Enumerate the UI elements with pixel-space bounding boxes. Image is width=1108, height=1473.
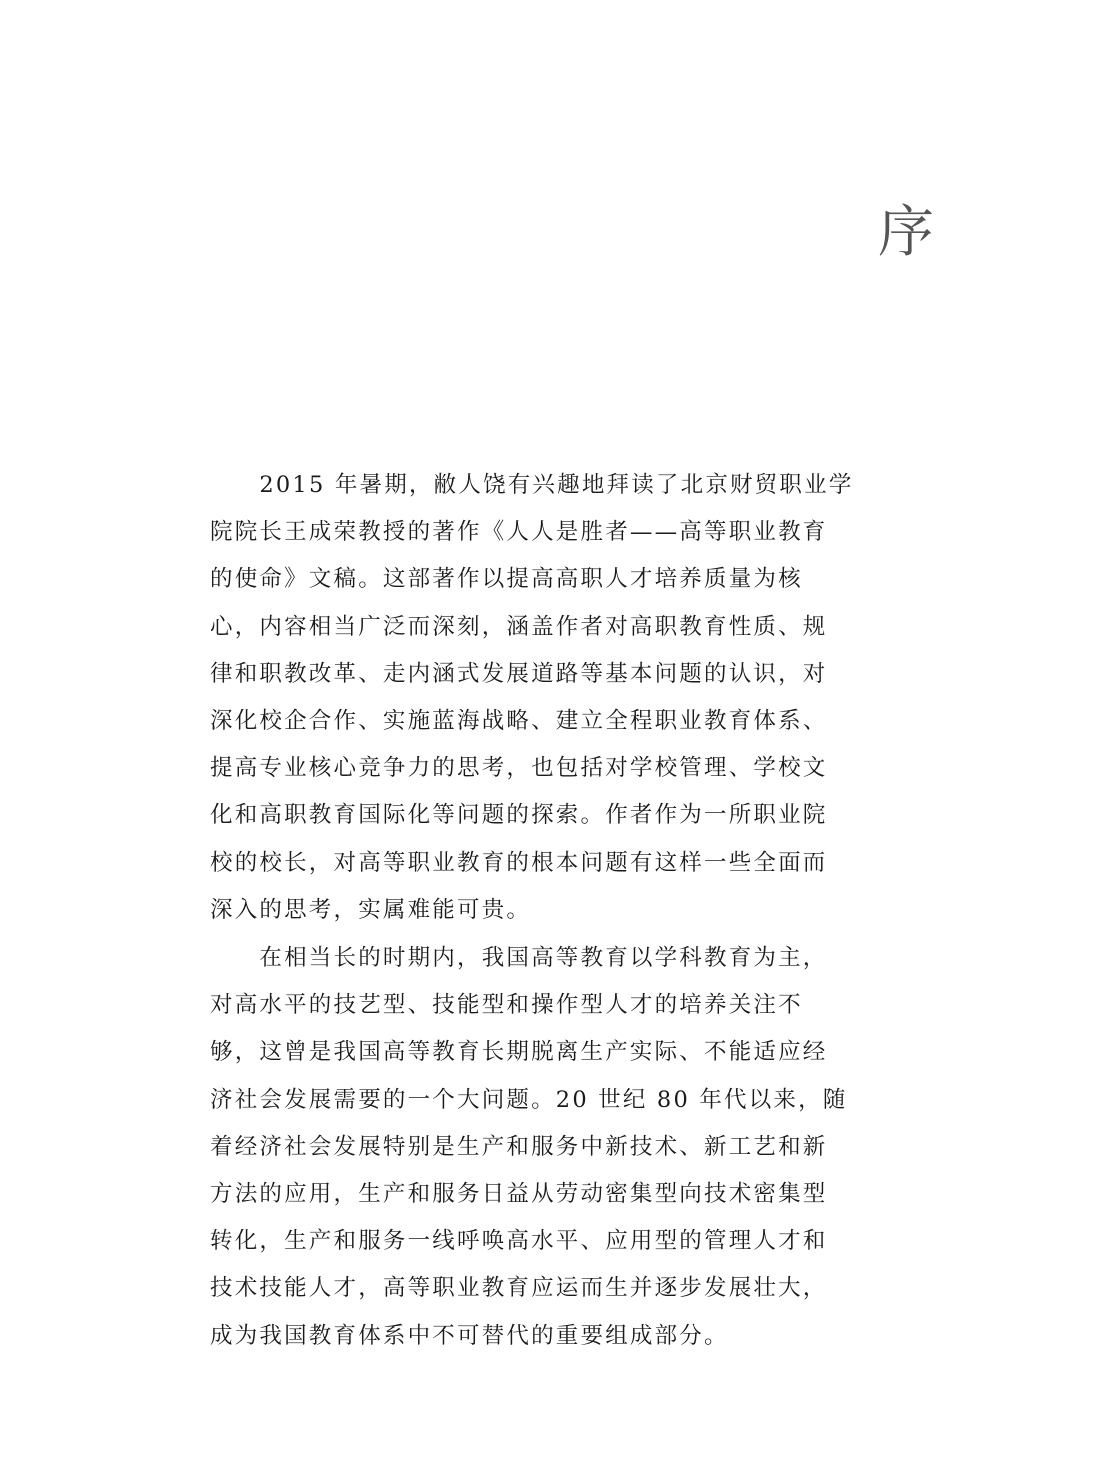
page-heading: 序: [878, 200, 934, 265]
text-line: 在相当长的时期内，我国高等教育以学科教育为主，: [210, 945, 828, 972]
paragraph: [210, 462, 855, 934]
paragraph: [210, 935, 855, 1360]
text-line: 够，这曾是我国高等教育长期脱离生产实际、不能适应经: [210, 1039, 828, 1066]
text-line: 技术技能人才，高等职业教育应运而生并逐步发展壮大，: [210, 1275, 828, 1302]
text-line: 济社会发展需要的一个大问题。20 世纪 80 年代以来，随: [210, 1086, 848, 1113]
text-line: 方法的应用，生产和服务日益从劳动密集型向技术密集型: [210, 1181, 828, 1208]
text-line: 律和职教改革、走内涵式发展道路等基本问题的认识，对: [210, 660, 828, 687]
text-line: 校的校长，对高等职业教育的根本问题有这样一些全面而: [210, 849, 828, 876]
text-line: 着经济社会发展特别是生产和服务中新技术、新工艺和新: [210, 1133, 828, 1160]
text-line: 心，内容相当广泛而深刻，涵盖作者对高职教育性质、规: [210, 613, 828, 640]
text-line: 深化校企合作、实施蓝海战略、建立全程职业教育体系、: [210, 708, 828, 735]
body-text: [210, 462, 855, 1360]
text-line: 转化，生产和服务一线呼唤高水平、应用型的管理人才和: [210, 1228, 828, 1255]
text-line: 深入的思考，实属难能可贵。: [210, 896, 532, 923]
text-line: 2015 年暑期，敝人饶有兴趣地拜读了北京财贸职业学: [210, 472, 854, 498]
text-line: 院院长王成荣教授的著作《人人是胜者——高等职业教育: [210, 519, 828, 546]
text-line: 对高水平的技艺型、技能型和操作型人才的培养关注不: [210, 992, 803, 1019]
text-line: 的使命》文稿。这部著作以提高高职人才培养质量为核: [210, 566, 803, 593]
text-line: 化和高职教育国际化等问题的探索。作者作为一所职业院: [210, 802, 828, 829]
text-line: 成为我国教育体系中不可替代的重要组成部分。: [210, 1322, 729, 1349]
text-line: 提高专业核心竞争力的思考，也包括对学校管理、学校文: [210, 755, 828, 782]
